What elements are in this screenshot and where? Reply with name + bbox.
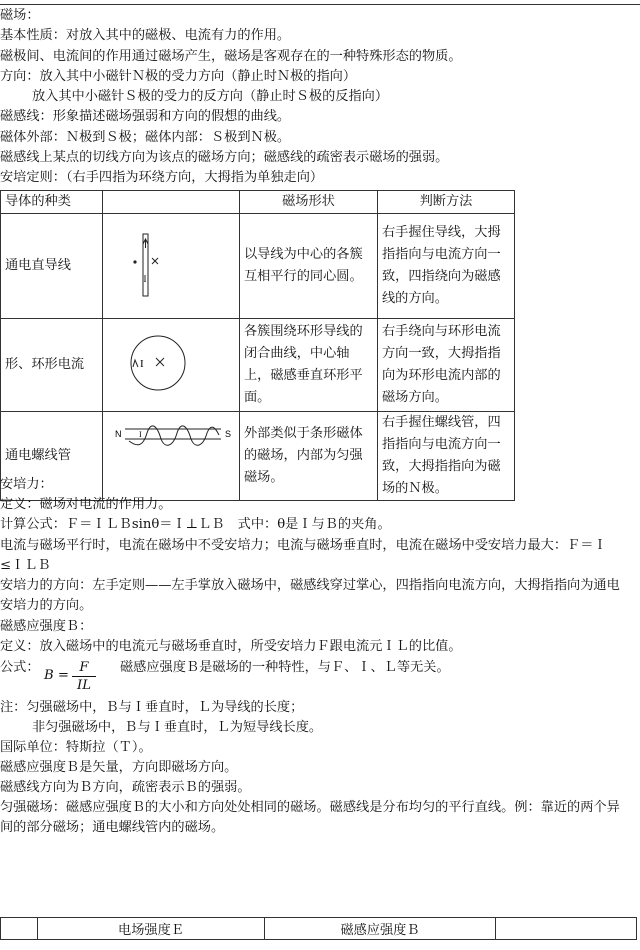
top-border xyxy=(0,4,640,5)
solenoid-current-label: I xyxy=(139,430,142,439)
header-field-shape: 磁场形状 xyxy=(240,191,378,214)
ampere-rule-line: 安培定则：（右手四指为环绕方向，大拇指为单独走向） xyxy=(0,170,324,185)
note-uniform: 注：匀强磁场中，Ｂ与Ｉ垂直时，Ｌ为导线的长度； xyxy=(0,700,304,715)
header-judge-method: 判断方法 xyxy=(378,191,515,214)
method-ring: 右手绕向与环形电流方向一致，大拇指指向为环形电流内部的磁场方向。 xyxy=(378,319,515,412)
formula-label: 公式： xyxy=(0,660,40,675)
solenoid-diagram xyxy=(103,412,240,501)
b-definition: 定义：放入磁场中的电流元与磁场垂直时，所受安培力Ｆ跟电流元ＩＬ的比值。 xyxy=(0,639,462,654)
field-lines-definition: 磁感线：形象描述磁场强弱和方向的假想的曲线。 xyxy=(0,109,291,124)
uniform-field-examples: 间的部分磁场；通电螺线管内的磁场。 xyxy=(0,820,225,835)
force-max-line: ≤ＩＬＢ xyxy=(0,558,51,573)
ampere-rule-table xyxy=(0,190,515,501)
solenoid-s-label: S xyxy=(225,429,232,439)
direction-line: 方向：放入其中小磁针Ｎ极的受力方向（静止时Ｎ极的指向） xyxy=(0,69,357,84)
table-row xyxy=(1,918,637,940)
ampere-force-heading: 安培力： xyxy=(0,477,53,492)
comparison-col-extra xyxy=(496,918,637,940)
heading-magnetic-field: 磁场： xyxy=(0,8,40,23)
formula-fraction: $\frac{F}{IL}$ xyxy=(72,660,96,695)
parallel-vs-perpendicular: 电流与磁场平行时，电流在磁场中不受安培力；电流与磁场垂直时，电流在磁场中受安培力最大：Ｆ＝Ｉ xyxy=(0,538,607,553)
conductor-type: 通电螺线管 xyxy=(1,412,103,501)
conductor-type: 形、环形电流 xyxy=(1,319,103,412)
table-row xyxy=(1,214,515,319)
ring-current-label: I xyxy=(140,358,144,370)
left-hand-rule: 安培力的方向：左手定则——左手掌放入磁场中，磁感线穿过掌心，四指指向电流方向，大拇指指向为通电 xyxy=(0,578,620,593)
b-property: 磁感应强度Ｂ是磁场的一种特性，与Ｆ、Ｉ、Ｌ等无关。 xyxy=(120,660,450,675)
table-row xyxy=(1,319,515,412)
comparison-table xyxy=(0,917,637,940)
header-diagram xyxy=(103,191,240,214)
table-row xyxy=(1,412,515,501)
method-solenoid: 右手握住螺线管，四指指向与电流方向一致，大拇指指向为磁场的Ｎ极。 xyxy=(378,412,515,501)
comparison-col-blank xyxy=(1,918,38,940)
solenoid-n-label: N xyxy=(115,429,122,439)
table-header-row xyxy=(1,191,515,214)
basic-property-line: 基本性质：对放入其中的磁极、电流有力的作用。 xyxy=(0,28,291,43)
ring-current-diagram xyxy=(103,319,240,412)
formula-lhs: B = xyxy=(44,668,69,683)
field-shape-straight: 以导线为中心的各簇互相平行的同心圆。 xyxy=(240,214,378,319)
header-conductor-type: 导体的种类 xyxy=(1,191,103,214)
uniform-field-definition: 匀强磁场：磁感应强度Ｂ的大小和方向处处相同的磁场。磁感线是分布均匀的平行直线。例：靠近的两个异 xyxy=(0,800,620,815)
field-shape-solenoid: 外部类似于条形磁体的磁场，内部为匀强磁场。 xyxy=(240,412,378,501)
b-formula xyxy=(44,660,106,696)
field-lines-tangent: 磁感线上某点的切线方向为该点的磁场方向；磁感线的疏密表示磁场的强弱。 xyxy=(0,150,449,165)
wire-current-label: I xyxy=(143,274,147,284)
ampere-force-formula: 计算公式：Ｆ＝ＩＬＢsinθ＝Ｉ⊥ＬＢ 式中：θ是Ｉ与Ｂ的夹角。 xyxy=(0,517,391,532)
field-shape-ring: 各簇围绕环形导线的闭合曲线，中心轴上，磁感垂直环形平面。 xyxy=(240,319,378,412)
left-hand-rule-cont: 安培力的方向。 xyxy=(0,598,93,613)
note-nonuniform: 非匀强磁场中，Ｂ与Ｉ垂直时，Ｌ为短导线长度。 xyxy=(32,720,323,735)
comparison-col-b: 磁感应强度Ｂ xyxy=(265,918,496,940)
b-heading: 磁感应强度Ｂ： xyxy=(0,619,93,634)
b-direction: 磁感线方向为Ｂ方向，疏密表示Ｂ的强弱。 xyxy=(0,780,251,795)
b-vector: 磁感应强度Ｂ是矢量，方向即磁场方向。 xyxy=(0,760,238,775)
direction-line-2: 放入其中小磁针Ｓ极的受力的反方向（静止时Ｓ极的反指向） xyxy=(32,89,389,104)
ampere-force-definition: 定义：磁场对电流的作用力。 xyxy=(0,497,172,512)
method-straight: 右手握住导线，大拇指指向与电流方向一致，四指绕向为磁感线的方向。 xyxy=(378,214,515,319)
conductor-type: 通电直导线 xyxy=(1,214,103,319)
si-unit: 国际单位：特斯拉（Ｔ）。 xyxy=(0,740,152,755)
straight-wire-diagram xyxy=(103,214,240,319)
comparison-col-e: 电场强度Ｅ xyxy=(38,918,265,940)
interaction-line: 磁极间、电流间的作用通过磁场产生，磁场是客观存在的一种特殊形态的物质。 xyxy=(0,49,462,64)
field-lines-direction: 磁体外部：Ｎ极到Ｓ极；磁体内部：Ｓ极到Ｎ极。 xyxy=(0,130,291,145)
